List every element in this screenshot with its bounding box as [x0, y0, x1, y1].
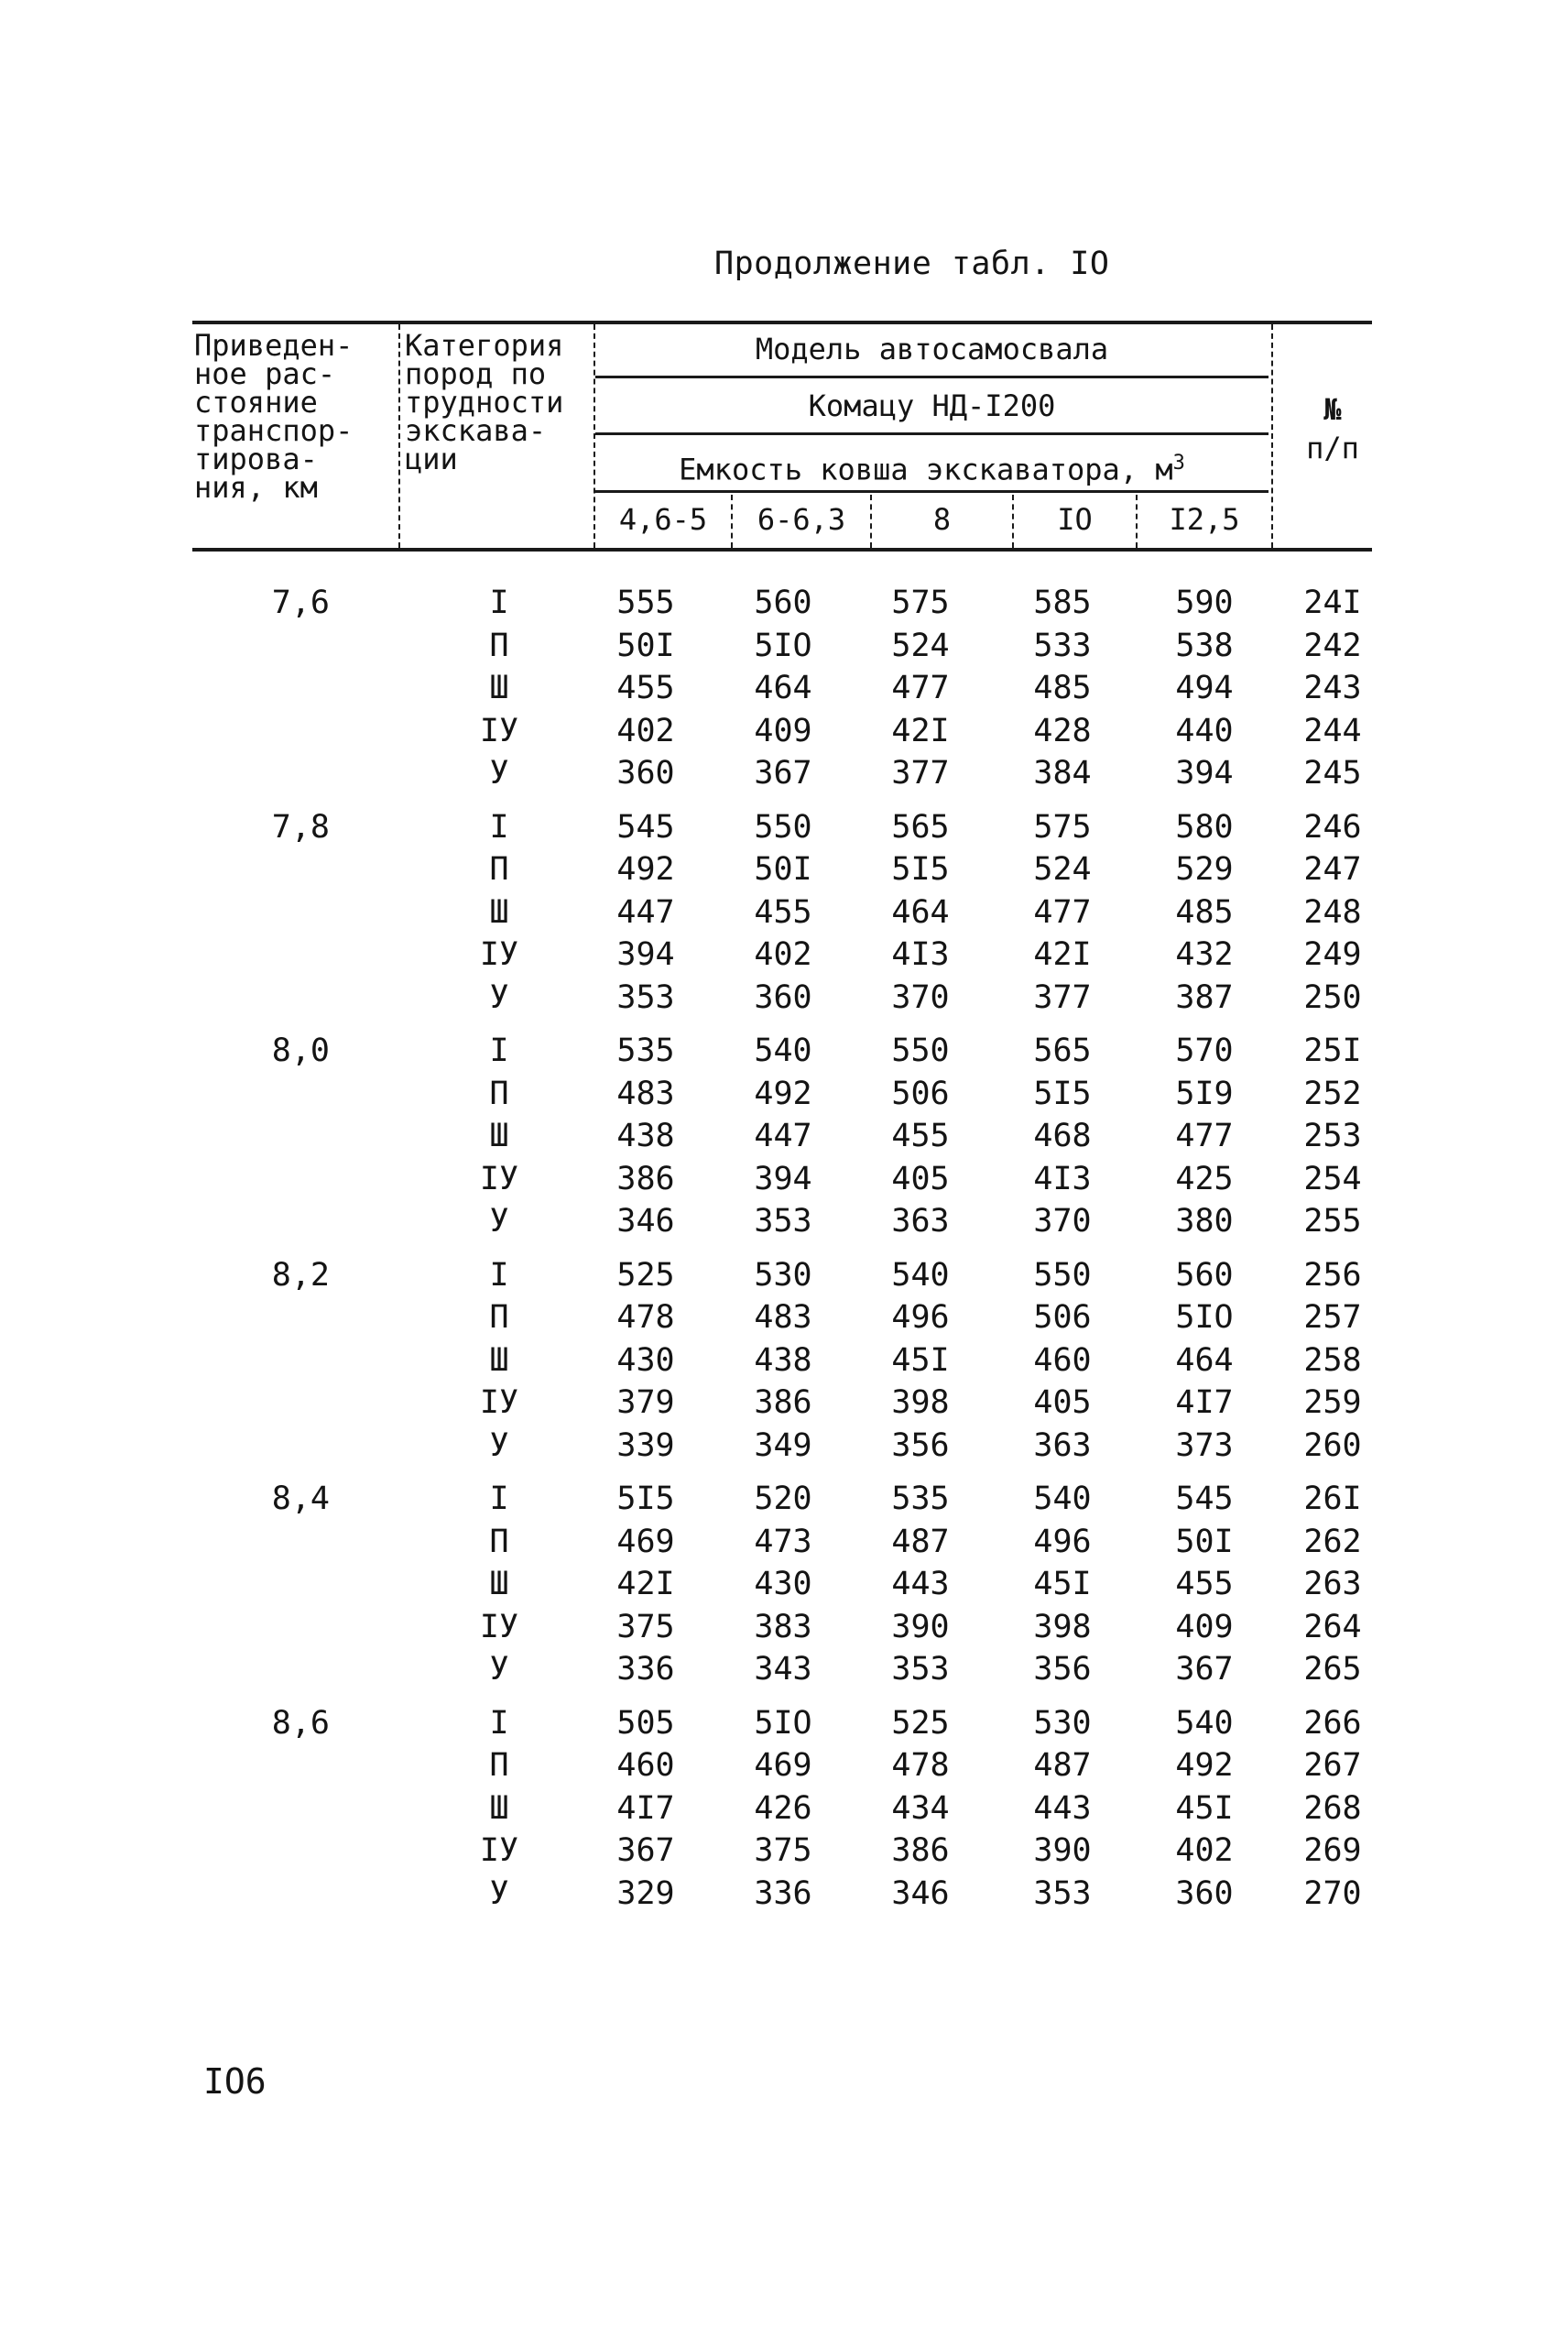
value-cell: 447 — [754, 1118, 812, 1154]
row-number-cell: 269 — [1303, 1832, 1362, 1869]
category-cell: У — [489, 978, 509, 1016]
value-cell: 468 — [1033, 1118, 1092, 1154]
value-cell: 477 — [1033, 893, 1092, 931]
value-cell: 428 — [1033, 712, 1092, 749]
value-cell: 405 — [1033, 1384, 1092, 1421]
row-number-cell: 264 — [1303, 1608, 1362, 1645]
distance-cell: 8,6 — [271, 1704, 330, 1742]
value-cell: 377 — [891, 755, 950, 792]
value-cell: 478 — [616, 1299, 675, 1336]
value-cell: 487 — [1033, 1747, 1092, 1784]
value-cell: 50I — [616, 627, 675, 664]
value-cell: 346 — [616, 1203, 675, 1240]
value-cell: 455 — [616, 670, 675, 706]
header-bucket-size: I2,5 — [1169, 502, 1240, 537]
row-number-cell: 254 — [1303, 1160, 1362, 1197]
category-cell: IУ — [479, 1384, 519, 1421]
value-cell: 402 — [1175, 1832, 1234, 1869]
value-cell: 540 — [1175, 1704, 1234, 1742]
value-cell: 360 — [616, 755, 675, 792]
table-row — [0, 584, 1568, 625]
value-cell: 409 — [1175, 1608, 1234, 1645]
category-cell: П — [489, 1075, 509, 1112]
row-number-cell: 247 — [1303, 851, 1362, 888]
value-cell: 353 — [616, 978, 675, 1016]
row-number-cell: 265 — [1303, 1651, 1362, 1688]
category-cell: У — [489, 755, 509, 792]
value-cell: 5IO — [1175, 1299, 1234, 1336]
row-number-cell: 249 — [1303, 936, 1362, 973]
category-cell: I — [489, 584, 509, 621]
distance-cell: 7,8 — [271, 808, 330, 846]
value-cell: 356 — [1033, 1651, 1092, 1688]
value-cell: 477 — [1175, 1118, 1234, 1154]
value-cell: 398 — [1033, 1608, 1092, 1645]
table-row — [0, 1609, 1568, 1649]
row-number-cell: 266 — [1303, 1704, 1362, 1742]
row-number-cell: 246 — [1303, 808, 1362, 846]
distance-cell: 8,4 — [271, 1480, 330, 1517]
header-bucket-size: 8 — [932, 502, 952, 537]
category-cell: I — [489, 1256, 509, 1294]
table-row — [0, 1875, 1568, 1916]
table-row — [0, 1651, 1568, 1691]
value-cell: 496 — [891, 1299, 950, 1336]
table-row — [0, 809, 1568, 849]
category-cell: Ш — [489, 1118, 509, 1154]
header-distance: Приведен- ное рас- стояние транспор- тирова- ния, км — [194, 328, 354, 505]
header-bucket-size: 6-6,3 — [757, 502, 846, 537]
value-cell: 45I — [1175, 1789, 1234, 1827]
value-cell: 525 — [891, 1704, 950, 1742]
value-cell: 383 — [754, 1608, 812, 1645]
value-cell: 469 — [616, 1523, 675, 1560]
value-cell: 426 — [754, 1789, 812, 1827]
row-number-cell: 256 — [1303, 1256, 1362, 1294]
value-cell: 398 — [891, 1384, 950, 1421]
value-cell: 4I7 — [1175, 1384, 1234, 1421]
row-number-cell: 252 — [1303, 1075, 1362, 1112]
value-cell: 555 — [616, 584, 675, 621]
value-cell: 506 — [891, 1075, 950, 1112]
bucket-capacity-label: Емкость ковша экскаватора, м — [679, 452, 1173, 487]
table-row — [0, 851, 1568, 891]
value-cell: 375 — [616, 1608, 675, 1645]
value-cell: 455 — [754, 893, 812, 931]
value-cell: 524 — [1033, 851, 1092, 888]
value-cell: 485 — [1033, 670, 1092, 706]
row-number-cell: 263 — [1303, 1566, 1362, 1602]
value-cell: 336 — [616, 1651, 675, 1688]
row-number-cell: 260 — [1303, 1426, 1362, 1464]
value-cell: 45I — [891, 1341, 950, 1379]
value-cell: 356 — [891, 1426, 950, 1464]
table-row — [0, 713, 1568, 753]
value-cell: 560 — [1175, 1256, 1234, 1294]
value-cell: 386 — [754, 1384, 812, 1421]
value-cell: 520 — [754, 1480, 812, 1517]
value-cell: 5I5 — [616, 1480, 675, 1517]
distance-cell: 8,2 — [271, 1256, 330, 1294]
value-cell: 336 — [754, 1874, 812, 1912]
value-cell: 455 — [891, 1118, 950, 1154]
value-cell: 5IO — [754, 627, 812, 664]
table-row — [0, 936, 1568, 977]
row-number-cell: 267 — [1303, 1747, 1362, 1784]
value-cell: 409 — [754, 712, 812, 749]
value-cell: 386 — [891, 1832, 950, 1869]
row-number-cell: 253 — [1303, 1118, 1362, 1154]
value-cell: 530 — [1033, 1704, 1092, 1742]
value-cell: 460 — [616, 1747, 675, 1784]
row-number-cell: 268 — [1303, 1789, 1362, 1827]
row-number-cell: 242 — [1303, 627, 1362, 664]
value-cell: 460 — [1033, 1341, 1092, 1379]
value-cell: 443 — [1033, 1789, 1092, 1827]
value-cell: 346 — [891, 1874, 950, 1912]
value-cell: 505 — [616, 1704, 675, 1742]
value-cell: 496 — [1033, 1523, 1092, 1560]
value-cell: 434 — [891, 1789, 950, 1827]
value-cell: 494 — [1175, 670, 1234, 706]
value-cell: 50I — [754, 851, 812, 888]
value-cell: 373 — [1175, 1426, 1234, 1464]
value-cell: 380 — [1175, 1203, 1234, 1240]
value-cell: 524 — [891, 627, 950, 664]
category-cell: IУ — [479, 1608, 519, 1645]
bucket-capacity-unit-sup: 3 — [1172, 452, 1185, 475]
category-cell: П — [489, 1523, 509, 1560]
page-number: IO6 — [203, 2061, 267, 2102]
value-cell: 5IO — [754, 1704, 812, 1742]
value-cell: 550 — [1033, 1256, 1092, 1294]
value-cell: 550 — [891, 1032, 950, 1069]
value-cell: 438 — [616, 1118, 675, 1154]
row-number-cell: 26I — [1303, 1480, 1362, 1517]
value-cell: 477 — [891, 670, 950, 706]
row-number-cell: 250 — [1303, 978, 1362, 1016]
table-row — [0, 1299, 1568, 1339]
table-row — [0, 1566, 1568, 1606]
value-cell: 363 — [891, 1203, 950, 1240]
row-number-cell: 270 — [1303, 1874, 1362, 1912]
row-number-cell: 245 — [1303, 755, 1362, 792]
distance-cell: 8,0 — [271, 1032, 330, 1069]
value-cell: 464 — [891, 893, 950, 931]
row-number-cell: 248 — [1303, 893, 1362, 931]
value-cell: 535 — [616, 1032, 675, 1069]
value-cell: 50I — [1175, 1523, 1234, 1560]
value-cell: 360 — [1175, 1874, 1234, 1912]
value-cell: 469 — [754, 1747, 812, 1784]
category-cell: Ш — [489, 670, 509, 706]
table-row — [0, 1161, 1568, 1201]
value-cell: 367 — [616, 1832, 675, 1869]
category-cell: I — [489, 1032, 509, 1069]
value-cell: 464 — [1175, 1341, 1234, 1379]
table-row — [0, 894, 1568, 934]
value-cell: 387 — [1175, 978, 1234, 1016]
table-row — [0, 670, 1568, 710]
category-cell: П — [489, 851, 509, 888]
value-cell: 525 — [616, 1256, 675, 1294]
category-cell: У — [489, 1426, 509, 1464]
value-cell: 353 — [754, 1203, 812, 1240]
value-cell: 585 — [1033, 584, 1092, 621]
category-cell: Ш — [489, 893, 509, 931]
value-cell: 575 — [891, 584, 950, 621]
category-cell: Ш — [489, 1566, 509, 1602]
value-cell: 405 — [891, 1160, 950, 1197]
value-cell: 483 — [754, 1299, 812, 1336]
row-number-cell: 244 — [1303, 712, 1362, 749]
category-cell: IУ — [479, 712, 519, 749]
value-cell: 473 — [754, 1523, 812, 1560]
category-cell: П — [489, 1747, 509, 1784]
value-cell: 367 — [754, 755, 812, 792]
value-cell: 487 — [891, 1523, 950, 1560]
category-cell: IУ — [479, 1832, 519, 1869]
value-cell: 492 — [1175, 1747, 1234, 1784]
row-number-cell: 259 — [1303, 1384, 1362, 1421]
table-row — [0, 628, 1568, 668]
value-cell: 379 — [616, 1384, 675, 1421]
table-caption: Продолжение табл. IO — [714, 246, 1110, 282]
value-cell: 5I5 — [1033, 1075, 1092, 1112]
value-cell: 394 — [616, 936, 675, 973]
value-cell: 565 — [1033, 1032, 1092, 1069]
value-cell: 394 — [1175, 755, 1234, 792]
value-cell: 575 — [1033, 808, 1092, 846]
value-cell: 430 — [616, 1341, 675, 1379]
value-cell: 570 — [1175, 1032, 1234, 1069]
header-model-group: Модель автосамосвала — [755, 332, 1109, 366]
value-cell: 545 — [1175, 1480, 1234, 1517]
value-cell: 545 — [616, 808, 675, 846]
value-cell: 529 — [1175, 851, 1234, 888]
value-cell: 478 — [891, 1747, 950, 1784]
table-row — [0, 1427, 1568, 1468]
value-cell: 353 — [891, 1651, 950, 1688]
category-cell: У — [489, 1203, 509, 1240]
value-cell: 377 — [1033, 978, 1092, 1016]
value-cell: 492 — [616, 851, 675, 888]
value-cell: 425 — [1175, 1160, 1234, 1197]
value-cell: 4I3 — [891, 936, 950, 973]
value-cell: 438 — [754, 1341, 812, 1379]
table-row — [0, 1790, 1568, 1830]
value-cell: 390 — [891, 1608, 950, 1645]
value-cell: 455 — [1175, 1566, 1234, 1602]
value-cell: 42I — [616, 1566, 675, 1602]
table-row — [0, 1032, 1568, 1073]
row-number-cell: 262 — [1303, 1523, 1362, 1560]
table-row — [0, 1342, 1568, 1382]
table-row — [0, 1384, 1568, 1425]
category-cell: П — [489, 627, 509, 664]
value-cell: 363 — [1033, 1426, 1092, 1464]
value-cell: 565 — [891, 808, 950, 846]
row-number-cell: 25I — [1303, 1032, 1362, 1069]
table-row — [0, 1257, 1568, 1297]
table-row — [0, 1076, 1568, 1116]
value-cell: 402 — [754, 936, 812, 973]
value-cell: 506 — [1033, 1299, 1092, 1336]
category-cell: У — [489, 1874, 509, 1912]
value-cell: 580 — [1175, 808, 1234, 846]
table-row — [0, 755, 1568, 795]
row-number-cell: 258 — [1303, 1341, 1362, 1379]
distance-cell: 7,6 — [271, 584, 330, 621]
table-row — [0, 1747, 1568, 1787]
value-cell: 483 — [616, 1075, 675, 1112]
category-cell: П — [489, 1299, 509, 1336]
row-number-cell: 243 — [1303, 670, 1362, 706]
table-row — [0, 1480, 1568, 1521]
value-cell: 590 — [1175, 584, 1234, 621]
value-cell: 5I9 — [1175, 1075, 1234, 1112]
value-cell: 386 — [616, 1160, 675, 1197]
value-cell: 360 — [754, 978, 812, 1016]
value-cell: 464 — [754, 670, 812, 706]
table-row — [0, 1832, 1568, 1873]
value-cell: 45I — [1033, 1566, 1092, 1602]
value-cell: 370 — [1033, 1203, 1092, 1240]
value-cell: 535 — [891, 1480, 950, 1517]
value-cell: 42I — [891, 712, 950, 749]
value-cell: 339 — [616, 1426, 675, 1464]
category-cell: IУ — [479, 936, 519, 973]
header-bucket-size: 4,6-5 — [618, 502, 708, 537]
table-row — [0, 979, 1568, 1020]
category-cell: I — [489, 808, 509, 846]
table-row — [0, 1705, 1568, 1745]
category-cell: I — [489, 1480, 509, 1517]
table-row — [0, 1118, 1568, 1158]
value-cell: 560 — [754, 584, 812, 621]
value-cell: 533 — [1033, 627, 1092, 664]
category-cell: IУ — [479, 1160, 519, 1197]
table-row — [0, 1203, 1568, 1243]
row-number-cell: 24I — [1303, 584, 1362, 621]
table-row — [0, 1524, 1568, 1564]
category-cell: Ш — [489, 1341, 509, 1379]
value-cell: 402 — [616, 712, 675, 749]
category-cell: Ш — [489, 1789, 509, 1827]
value-cell: 42I — [1033, 936, 1092, 973]
value-cell: 4I3 — [1033, 1160, 1092, 1197]
value-cell: 540 — [754, 1032, 812, 1069]
value-cell: 4I7 — [616, 1789, 675, 1827]
category-cell: I — [489, 1704, 509, 1742]
value-cell: 5I5 — [891, 851, 950, 888]
value-cell: 492 — [754, 1075, 812, 1112]
header-model-name: Комацу НД-I200 — [808, 388, 1056, 423]
value-cell: 367 — [1175, 1651, 1234, 1688]
value-cell: 349 — [754, 1426, 812, 1464]
value-cell: 343 — [754, 1651, 812, 1688]
value-cell: 353 — [1033, 1874, 1092, 1912]
value-cell: 485 — [1175, 893, 1234, 931]
header-number-label: п/п — [1306, 431, 1359, 465]
header-category: Категория пород по трудности экскава- ции — [405, 328, 564, 476]
value-cell: 432 — [1175, 936, 1234, 973]
value-cell: 375 — [754, 1832, 812, 1869]
row-number-cell: 255 — [1303, 1203, 1362, 1240]
value-cell: 394 — [754, 1160, 812, 1197]
row-number-cell: 257 — [1303, 1299, 1362, 1336]
value-cell: 538 — [1175, 627, 1234, 664]
value-cell: 540 — [1033, 1480, 1092, 1517]
value-cell: 370 — [891, 978, 950, 1016]
value-cell: 329 — [616, 1874, 675, 1912]
value-cell: 384 — [1033, 755, 1092, 792]
header-bucket-size: IO — [1057, 502, 1093, 537]
value-cell: 443 — [891, 1566, 950, 1602]
value-cell: 540 — [891, 1256, 950, 1294]
value-cell: 530 — [754, 1256, 812, 1294]
category-cell: У — [489, 1651, 509, 1688]
value-cell: 447 — [616, 893, 675, 931]
value-cell: 440 — [1175, 712, 1234, 749]
value-cell: 430 — [754, 1566, 812, 1602]
value-cell: 390 — [1033, 1832, 1092, 1869]
header-number-mark: № — [1323, 392, 1342, 427]
value-cell: 550 — [754, 808, 812, 846]
